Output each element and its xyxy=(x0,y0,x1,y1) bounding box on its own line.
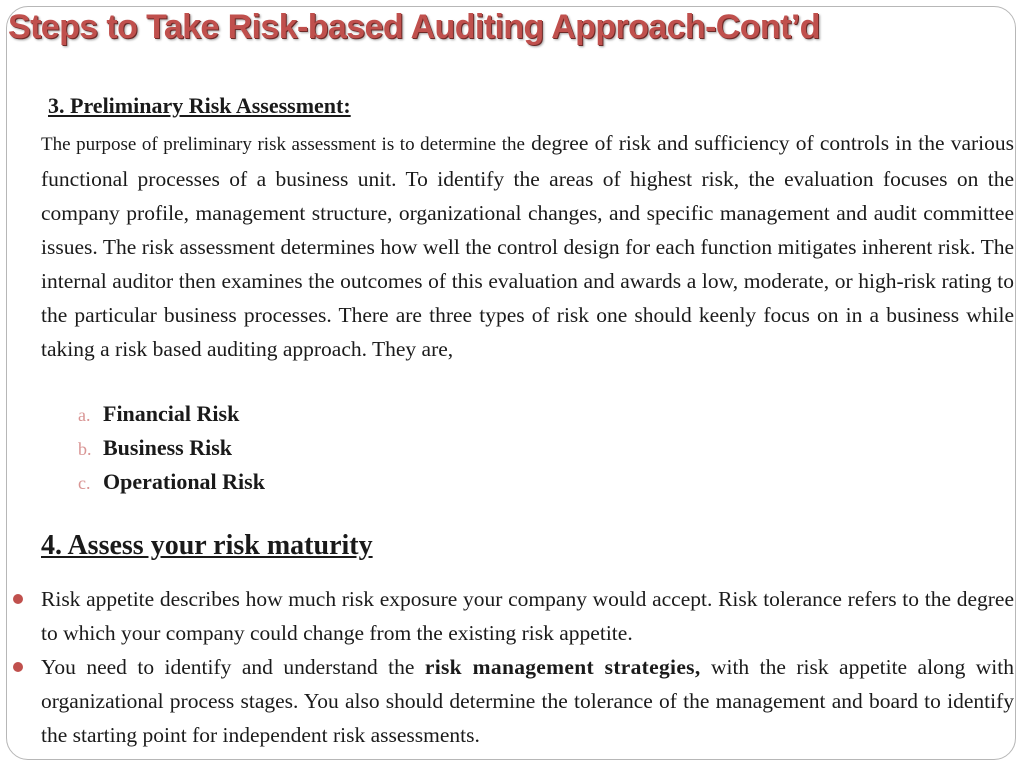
list-item xyxy=(78,431,265,465)
risk-label: Operational Risk xyxy=(103,469,265,494)
list-item xyxy=(78,397,265,431)
bullet-text: Risk appetite describes how much risk exposure your company would accept. Risk tolerance refers to the degree to which your company could change from the existing risk appetite. xyxy=(41,587,1014,645)
section-4-heading: 4. Assess your risk maturity xyxy=(41,530,373,561)
bullet-text-part: with the risk appetite along with organizational process stages. You also should determine the tolerance of the management and board to identify the starting point for independent risk assessments. xyxy=(41,655,1015,747)
bullet-item xyxy=(10,650,1014,752)
section-3-paragraph xyxy=(41,126,1014,366)
list-marker: a. xyxy=(78,405,91,425)
section-3-heading: 3. Preliminary Risk Assessment: xyxy=(48,93,351,118)
paragraph-lead: The purpose of preliminary risk assessment is to determine the xyxy=(41,134,525,155)
bullet-bold-text: risk management strategies, xyxy=(424,655,701,679)
risk-label: Financial Risk xyxy=(103,401,240,426)
bullet-dot-icon xyxy=(13,662,23,672)
section-4-bullets xyxy=(10,582,1014,752)
risk-types-list xyxy=(78,397,265,499)
list-marker: c. xyxy=(78,473,91,493)
bullet-text-part: You need to identify and understand the xyxy=(41,655,425,679)
list-marker: b. xyxy=(78,439,92,459)
risk-label: Business Risk xyxy=(103,435,233,460)
paragraph-body: degree of risk and sufficiency of controls in the various functional processes of a business unit. To identify the areas of highest risk, the evaluation focuses on the company profile, management structure, organizational changes, and specific management and audit committee issues. The risk assessment determines how well the control design for each function mitigates inherent risk. The internal auditor then examines the outcomes of this evaluation and awards a low, moderate, or high-risk rating to the particular business processes. There are three types of risk one should keenly focus on in a business while taking a risk based auditing approach. They are, xyxy=(41,131,1014,361)
bullet-item xyxy=(10,582,1014,650)
slide-title: Steps to Take Risk-based Auditing Approach-Cont’d xyxy=(8,8,820,46)
bullet-dot-icon xyxy=(13,594,23,604)
list-item xyxy=(78,465,265,499)
bullet-text xyxy=(41,655,1014,747)
